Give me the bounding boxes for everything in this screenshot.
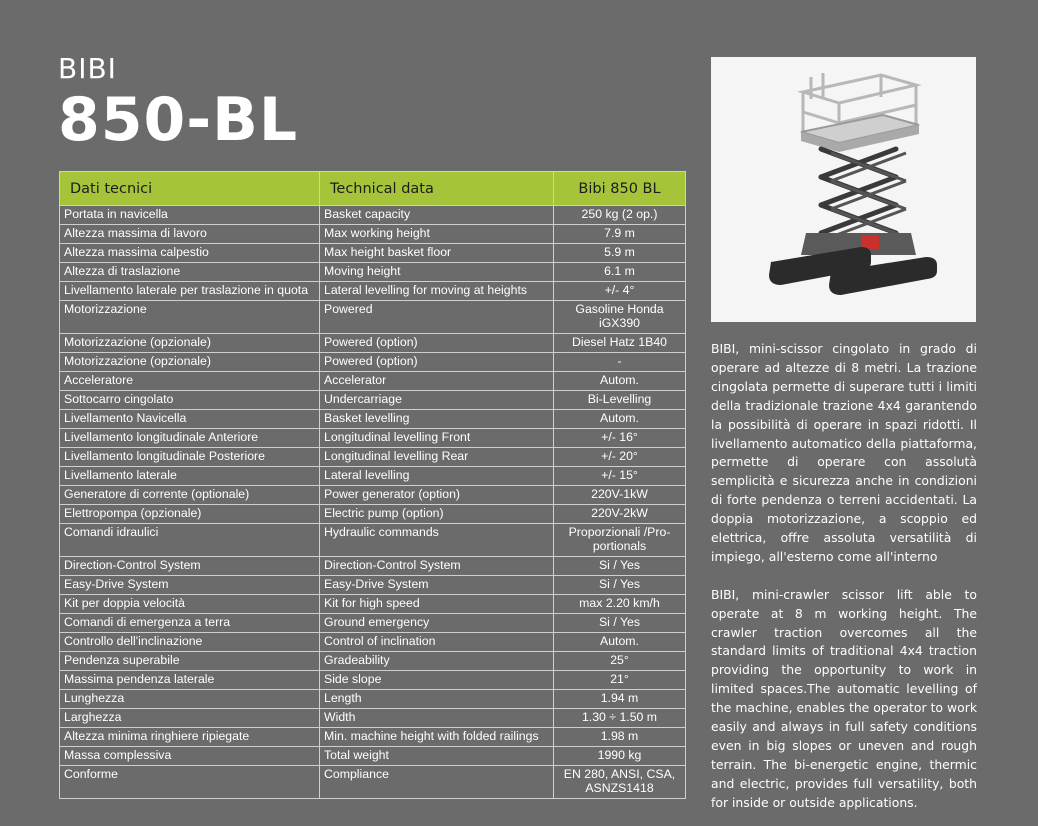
table-row <box>60 633 686 652</box>
spec-label-en: Powered (option) <box>320 334 554 353</box>
table-row <box>60 263 686 282</box>
brand-name: BIBI <box>58 52 117 85</box>
description-italian: BIBI, mini-scissor cingolato in grado di operare ad altezze di 8 metri. La trazione cingolata permette di superare tutti i limiti della tradizionale trazione 4x4 garantendo la possibilità di operare in spazi ridotti. Il livellamento automatico della piattaforma, permette di operare con assolutà semplicità e sicurezza anche in condizioni di forte pendenza o terreni accidentati. La doppia motorizzazione, a scoppio ed elettrica, offre assoluta versatilità di impiego, all'esterno come all'interno <box>711 341 977 564</box>
spec-label-it: Comandi idraulici <box>60 524 320 557</box>
spec-label-it: Massa complessiva <box>60 747 320 766</box>
spec-label-it: Lunghezza <box>60 690 320 709</box>
table-row <box>60 486 686 505</box>
spec-value: - <box>554 353 686 372</box>
spec-value: 21° <box>554 671 686 690</box>
spec-value: 1.30 ÷ 1.50 m <box>554 709 686 728</box>
table-row <box>60 690 686 709</box>
table-row <box>60 372 686 391</box>
spec-label-en: Width <box>320 709 554 728</box>
scissor-lift-illustration <box>711 57 976 322</box>
spec-label-it: Portata in navicella <box>60 206 320 225</box>
header-model: Bibi 850 BL <box>554 172 686 206</box>
table-row <box>60 505 686 524</box>
spec-label-en: Easy-Drive System <box>320 576 554 595</box>
spec-value: 220V-1kW <box>554 486 686 505</box>
table-row <box>60 747 686 766</box>
spec-label-en: Lateral levelling <box>320 467 554 486</box>
spec-label-en: Basket capacity <box>320 206 554 225</box>
spec-label-en: Max height basket floor <box>320 244 554 263</box>
spec-label-en: Min. machine height with folded railings <box>320 728 554 747</box>
spec-label-it: Altezza di traslazione <box>60 263 320 282</box>
spec-label-it: Motorizzazione (opzionale) <box>60 334 320 353</box>
spec-label-it: Larghezza <box>60 709 320 728</box>
header-it: Dati tecnici <box>60 172 320 206</box>
spec-value: Si / Yes <box>554 614 686 633</box>
specs-body <box>60 206 686 799</box>
table-row <box>60 301 686 334</box>
model-name: 850-BL <box>58 85 299 155</box>
spec-label-it: Massima pendenza laterale <box>60 671 320 690</box>
spec-value: 1990 kg <box>554 747 686 766</box>
spec-value: +/- 20° <box>554 448 686 467</box>
spec-value: 1.98 m <box>554 728 686 747</box>
spec-value: Si / Yes <box>554 576 686 595</box>
spec-label-it: Motorizzazione <box>60 301 320 334</box>
spec-label-en: Length <box>320 690 554 709</box>
spec-label-it: Livellamento longitudinale Anteriore <box>60 429 320 448</box>
spec-value: 7.9 m <box>554 225 686 244</box>
spec-label-it: Livellamento longitudinale Posteriore <box>60 448 320 467</box>
spec-value: Si / Yes <box>554 557 686 576</box>
spec-label-en: Longitudinal levelling Rear <box>320 448 554 467</box>
spec-label-en: Electric pump (option) <box>320 505 554 524</box>
product-photo <box>711 57 976 322</box>
specs-header-row <box>60 172 686 206</box>
table-row <box>60 244 686 263</box>
table-row <box>60 448 686 467</box>
spec-label-en: Control of inclination <box>320 633 554 652</box>
spec-label-it: Acceleratore <box>60 372 320 391</box>
spec-value: Bi-Levelling <box>554 391 686 410</box>
spec-value: 1.94 m <box>554 690 686 709</box>
spec-value: max 2.20 km/h <box>554 595 686 614</box>
table-row <box>60 671 686 690</box>
spec-label-it: Elettropompa (opzionale) <box>60 505 320 524</box>
spec-label-en: Compliance <box>320 766 554 799</box>
spec-label-it: Motorizzazione (opzionale) <box>60 353 320 372</box>
table-row <box>60 353 686 372</box>
spec-label-en: Ground emergency <box>320 614 554 633</box>
description <box>711 340 977 813</box>
table-row <box>60 524 686 557</box>
spec-label-it: Altezza massima di lavoro <box>60 225 320 244</box>
spec-value: Gasoline Honda iGX390 <box>554 301 686 334</box>
spec-label-en: Total weight <box>320 747 554 766</box>
table-row <box>60 206 686 225</box>
table-row <box>60 728 686 747</box>
spec-value: +/- 4° <box>554 282 686 301</box>
spec-label-en: Powered (option) <box>320 353 554 372</box>
table-row <box>60 334 686 353</box>
spec-label-en: Power generator (option) <box>320 486 554 505</box>
spec-value: 6.1 m <box>554 263 686 282</box>
table-row <box>60 467 686 486</box>
header-en: Technical data <box>320 172 554 206</box>
table-row <box>60 652 686 671</box>
spec-label-it: Livellamento laterale per traslazione in quota <box>60 282 320 301</box>
spec-label-it: Controllo dell'inclinazione <box>60 633 320 652</box>
description-english: BIBI, mini-crawler scissor lift able to operate at 8 m working height. The crawler traction overcomes all the standard limits of traditional 4x4 traction providing the opportunity to work in limited spaces.The automatic levelling of the machine, enables the operator to work easily and always in full safety conditions even in big slopes or uneven and rough terrain. The bi-energetic engine, thermic and electric, provides full versatility, both for inside or outside applications. <box>711 586 977 810</box>
table-row <box>60 595 686 614</box>
brand-title <box>58 54 298 154</box>
spec-label-it: Livellamento laterale <box>60 467 320 486</box>
spec-label-en: Hydraulic commands <box>320 524 554 557</box>
spec-label-it: Direction-Control System <box>60 557 320 576</box>
spec-label-en: Accelerator <box>320 372 554 391</box>
spec-value: Autom. <box>554 633 686 652</box>
spec-label-en: Moving height <box>320 263 554 282</box>
spec-label-it: Pendenza superabile <box>60 652 320 671</box>
spec-value: Autom. <box>554 410 686 429</box>
table-row <box>60 614 686 633</box>
spec-value: Diesel Hatz 1B40 <box>554 334 686 353</box>
spec-value: EN 280, ANSI, CSA, ASNZS1418 <box>554 766 686 799</box>
spec-label-it: Conforme <box>60 766 320 799</box>
spec-label-it: Comandi di emergenza a terra <box>60 614 320 633</box>
spec-value: +/- 15° <box>554 467 686 486</box>
spec-label-en: Gradeability <box>320 652 554 671</box>
spec-label-it: Easy-Drive System <box>60 576 320 595</box>
spec-value: +/- 16° <box>554 429 686 448</box>
spec-label-it: Altezza massima calpestio <box>60 244 320 263</box>
spec-label-en: Direction-Control System <box>320 557 554 576</box>
spec-label-en: Powered <box>320 301 554 334</box>
spec-label-en: Lateral levelling for moving at heights <box>320 282 554 301</box>
spec-label-it: Livellamento Navicella <box>60 410 320 429</box>
table-row <box>60 576 686 595</box>
table-row <box>60 225 686 244</box>
spec-value: 250 kg (2 op.) <box>554 206 686 225</box>
spec-label-en: Undercarriage <box>320 391 554 410</box>
table-row <box>60 282 686 301</box>
spec-label-en: Side slope <box>320 671 554 690</box>
spec-label-it: Altezza minima ringhiere ripiegate <box>60 728 320 747</box>
table-row <box>60 709 686 728</box>
table-row <box>60 410 686 429</box>
spec-value: 5.9 m <box>554 244 686 263</box>
spec-value: 220V-2kW <box>554 505 686 524</box>
table-row <box>60 766 686 799</box>
spec-label-it: Kit per doppia velocità <box>60 595 320 614</box>
spec-label-en: Kit for high speed <box>320 595 554 614</box>
spec-value: 25° <box>554 652 686 671</box>
spec-label-it: Sottocarro cingolato <box>60 391 320 410</box>
spec-label-en: Max working height <box>320 225 554 244</box>
spec-value: Autom. <box>554 372 686 391</box>
spec-label-en: Basket levelling <box>320 410 554 429</box>
specs-table <box>59 171 686 799</box>
spec-value: Proporzionali /Pro-portionals <box>554 524 686 557</box>
spec-label-it: Generatore di corrente (optionale) <box>60 486 320 505</box>
spec-label-en: Longitudinal levelling Front <box>320 429 554 448</box>
table-row <box>60 391 686 410</box>
table-row <box>60 429 686 448</box>
table-row <box>60 557 686 576</box>
